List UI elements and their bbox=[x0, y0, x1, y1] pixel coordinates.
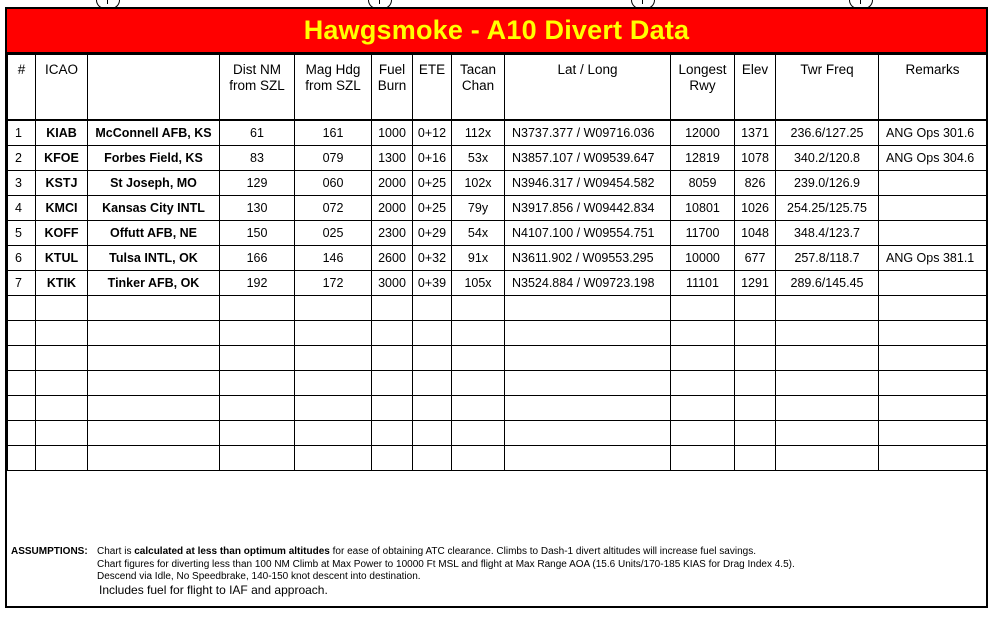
table-row bbox=[8, 246, 987, 271]
table-cell bbox=[8, 346, 36, 371]
table-cell bbox=[735, 421, 776, 446]
table-cell: 2 bbox=[8, 146, 36, 171]
column-header: Longest Rwy bbox=[671, 55, 735, 121]
table-cell: 146 bbox=[295, 246, 372, 271]
table-cell: 257.8/118.7 bbox=[776, 246, 879, 271]
table-row bbox=[8, 296, 987, 321]
table-cell bbox=[36, 346, 88, 371]
table-cell: 150 bbox=[220, 221, 295, 246]
assumption-line-2: Chart figures for diverting less than 100 NM Climb at Max Power to 10000 Ft MSL and flight at Max Range AOA (15.6 Units/170-185 KIAS for Drag Index 4.5). bbox=[97, 558, 795, 570]
table-cell bbox=[671, 346, 735, 371]
table-cell bbox=[372, 446, 413, 471]
table-row bbox=[8, 446, 987, 471]
table-cell: KTUL bbox=[36, 246, 88, 271]
column-header: Mag Hdg from SZL bbox=[295, 55, 372, 121]
column-header: Dist NM from SZL bbox=[220, 55, 295, 121]
table-cell: 11101 bbox=[671, 271, 735, 296]
table-cell: 677 bbox=[735, 246, 776, 271]
table-cell bbox=[879, 321, 987, 346]
table-cell: 12819 bbox=[671, 146, 735, 171]
table-cell bbox=[776, 346, 879, 371]
table-row bbox=[8, 196, 987, 221]
table-cell bbox=[220, 346, 295, 371]
table-cell bbox=[8, 446, 36, 471]
table-cell: 53x bbox=[452, 146, 505, 171]
table-cell: 0+16 bbox=[413, 146, 452, 171]
table-cell: Kansas City INTL bbox=[88, 196, 220, 221]
table-cell: KSTJ bbox=[36, 171, 88, 196]
table-cell bbox=[505, 321, 671, 346]
table-cell bbox=[88, 396, 220, 421]
table-row bbox=[8, 271, 987, 296]
table-row bbox=[8, 146, 987, 171]
table-cell bbox=[879, 346, 987, 371]
table-cell: 112x bbox=[452, 120, 505, 146]
table-cell bbox=[452, 446, 505, 471]
table-row bbox=[8, 346, 987, 371]
page-title: Hawgsmoke - A10 Divert Data bbox=[303, 15, 690, 45]
table-cell bbox=[671, 421, 735, 446]
table-row bbox=[8, 171, 987, 196]
table-cell bbox=[879, 446, 987, 471]
table-cell: 130 bbox=[220, 196, 295, 221]
table-cell: N3946.317 / W09454.582 bbox=[505, 171, 671, 196]
table-cell bbox=[452, 346, 505, 371]
table-cell bbox=[88, 446, 220, 471]
table-cell bbox=[413, 421, 452, 446]
table-cell: 1300 bbox=[372, 146, 413, 171]
table-cell: 0+32 bbox=[413, 246, 452, 271]
table-cell bbox=[879, 171, 987, 196]
table-cell bbox=[220, 396, 295, 421]
table-cell bbox=[372, 321, 413, 346]
table-cell: 2300 bbox=[372, 221, 413, 246]
table-cell: Offutt AFB, NE bbox=[88, 221, 220, 246]
table-cell: 8059 bbox=[671, 171, 735, 196]
table-cell bbox=[879, 296, 987, 321]
table-cell bbox=[879, 371, 987, 396]
table-cell bbox=[413, 446, 452, 471]
table-cell bbox=[879, 196, 987, 221]
table-cell: 079 bbox=[295, 146, 372, 171]
table-cell: 0+29 bbox=[413, 221, 452, 246]
column-header: Lat / Long bbox=[505, 55, 671, 121]
table-cell: 348.4/123.7 bbox=[776, 221, 879, 246]
table-cell bbox=[505, 296, 671, 321]
table-cell bbox=[8, 396, 36, 421]
table-cell bbox=[735, 446, 776, 471]
table-cell: 0+12 bbox=[413, 120, 452, 146]
table-cell: 10801 bbox=[671, 196, 735, 221]
table-cell: 3 bbox=[8, 171, 36, 196]
table-cell: 83 bbox=[220, 146, 295, 171]
table-cell bbox=[88, 296, 220, 321]
table-cell bbox=[776, 296, 879, 321]
table-cell: McConnell AFB, KS bbox=[88, 120, 220, 146]
table-cell: 61 bbox=[220, 120, 295, 146]
table-cell: 1048 bbox=[735, 221, 776, 246]
table-cell bbox=[452, 371, 505, 396]
table-cell bbox=[671, 446, 735, 471]
table-cell bbox=[776, 421, 879, 446]
table-cell bbox=[88, 346, 220, 371]
table-row bbox=[8, 371, 987, 396]
table-cell bbox=[879, 221, 987, 246]
table-cell bbox=[372, 371, 413, 396]
table-cell: ANG Ops 301.6 bbox=[879, 120, 987, 146]
table-cell bbox=[413, 371, 452, 396]
table-cell: 060 bbox=[295, 171, 372, 196]
assumption-line-1: Chart is calculated at less than optimum altitudes for ease of obtaining ATC clearance. Climbs to Dash-1 divert altitudes will increase fuel savings. bbox=[97, 546, 756, 557]
table-cell: 10000 bbox=[671, 246, 735, 271]
table-cell: ANG Ops 381.1 bbox=[879, 246, 987, 271]
table-cell bbox=[776, 321, 879, 346]
table-cell bbox=[295, 346, 372, 371]
table-cell: 1 bbox=[8, 120, 36, 146]
table-cell: Tinker AFB, OK bbox=[88, 271, 220, 296]
table-cell bbox=[36, 396, 88, 421]
table-cell: 1371 bbox=[735, 120, 776, 146]
table-cell bbox=[735, 346, 776, 371]
table-cell bbox=[8, 296, 36, 321]
table-row bbox=[8, 421, 987, 446]
column-header: Elev bbox=[735, 55, 776, 121]
table-row bbox=[8, 120, 987, 146]
column-header: Fuel Burn bbox=[372, 55, 413, 121]
divert-table bbox=[7, 54, 987, 471]
table-cell bbox=[776, 396, 879, 421]
table-cell: 6 bbox=[8, 246, 36, 271]
table-row bbox=[8, 396, 987, 421]
assumption-line-3: Descend via Idle, No Speedbrake, 140-150 knot descent into destination. bbox=[97, 571, 421, 583]
column-header: Twr Freq bbox=[776, 55, 879, 121]
table-cell: 172 bbox=[295, 271, 372, 296]
table-header-row bbox=[8, 55, 987, 121]
table-cell bbox=[220, 371, 295, 396]
table-cell: 12000 bbox=[671, 120, 735, 146]
table-cell: KMCI bbox=[36, 196, 88, 221]
table-cell bbox=[776, 371, 879, 396]
table-cell bbox=[735, 296, 776, 321]
table-cell bbox=[413, 321, 452, 346]
table-cell bbox=[505, 446, 671, 471]
table-row bbox=[8, 321, 987, 346]
table-cell bbox=[413, 396, 452, 421]
table-cell: KIAB bbox=[36, 120, 88, 146]
table-cell: 254.25/125.75 bbox=[776, 196, 879, 221]
column-header: # bbox=[8, 55, 36, 121]
table-cell bbox=[879, 271, 987, 296]
table-cell bbox=[505, 421, 671, 446]
table-row bbox=[8, 221, 987, 246]
table-cell bbox=[295, 321, 372, 346]
table-cell bbox=[879, 421, 987, 446]
table-cell: 3000 bbox=[372, 271, 413, 296]
table-cell: 2600 bbox=[372, 246, 413, 271]
table-cell bbox=[220, 296, 295, 321]
table-cell: 072 bbox=[295, 196, 372, 221]
title-bar bbox=[7, 9, 986, 54]
table-cell: 4 bbox=[8, 196, 36, 221]
table-cell bbox=[735, 321, 776, 346]
table-cell: N3917.856 / W09442.834 bbox=[505, 196, 671, 221]
table-cell bbox=[735, 371, 776, 396]
table-cell: 1026 bbox=[735, 196, 776, 221]
table-cell: 102x bbox=[452, 171, 505, 196]
table-cell bbox=[88, 371, 220, 396]
table-cell bbox=[220, 321, 295, 346]
table-cell: N3524.884 / W09723.198 bbox=[505, 271, 671, 296]
table-cell: 2000 bbox=[372, 196, 413, 221]
table-cell: N4107.100 / W09554.751 bbox=[505, 221, 671, 246]
table-cell: 91x bbox=[452, 246, 505, 271]
table-cell bbox=[505, 396, 671, 421]
table-cell bbox=[295, 371, 372, 396]
table-cell: ANG Ops 304.6 bbox=[879, 146, 987, 171]
table-cell bbox=[36, 446, 88, 471]
table-cell: 0+39 bbox=[413, 271, 452, 296]
column-header: Tacan Chan bbox=[452, 55, 505, 121]
table-cell: 236.6/127.25 bbox=[776, 120, 879, 146]
table-cell: 7 bbox=[8, 271, 36, 296]
table-cell: 129 bbox=[220, 171, 295, 196]
table-cell bbox=[776, 446, 879, 471]
table-cell: N3611.902 / W09553.295 bbox=[505, 246, 671, 271]
table-cell bbox=[88, 321, 220, 346]
column-header: ICAO bbox=[36, 55, 88, 121]
table-cell: 5 bbox=[8, 221, 36, 246]
table-cell: 54x bbox=[452, 221, 505, 246]
table-cell: 79y bbox=[452, 196, 505, 221]
table-cell bbox=[36, 371, 88, 396]
table-body bbox=[8, 120, 987, 471]
column-header: ETE bbox=[413, 55, 452, 121]
table-cell: 105x bbox=[452, 271, 505, 296]
table-cell: 289.6/145.45 bbox=[776, 271, 879, 296]
table-cell bbox=[505, 346, 671, 371]
table-cell: St Joseph, MO bbox=[88, 171, 220, 196]
table-cell bbox=[36, 421, 88, 446]
table-cell bbox=[295, 296, 372, 321]
table-cell: KTIK bbox=[36, 271, 88, 296]
table-cell: 340.2/120.8 bbox=[776, 146, 879, 171]
table-cell bbox=[671, 396, 735, 421]
table-cell bbox=[372, 346, 413, 371]
table-cell: Tulsa INTL, OK bbox=[88, 246, 220, 271]
table-cell bbox=[452, 421, 505, 446]
table-cell bbox=[295, 396, 372, 421]
table-cell: 826 bbox=[735, 171, 776, 196]
table-cell: 166 bbox=[220, 246, 295, 271]
table-cell: 1291 bbox=[735, 271, 776, 296]
table-cell: 11700 bbox=[671, 221, 735, 246]
table-cell bbox=[735, 396, 776, 421]
table-cell bbox=[372, 296, 413, 321]
table-cell bbox=[88, 421, 220, 446]
table-cell: KOFF bbox=[36, 221, 88, 246]
column-header: Remarks bbox=[879, 55, 987, 121]
table-cell bbox=[452, 396, 505, 421]
table-cell bbox=[671, 321, 735, 346]
fuel-note: Includes fuel for flight to IAF and approach. bbox=[99, 583, 328, 597]
column-header bbox=[88, 55, 220, 121]
table-cell bbox=[295, 446, 372, 471]
table-cell bbox=[8, 321, 36, 346]
table-cell bbox=[413, 296, 452, 321]
table-cell bbox=[36, 296, 88, 321]
table-cell: 192 bbox=[220, 271, 295, 296]
table-cell bbox=[295, 421, 372, 446]
table-cell bbox=[8, 371, 36, 396]
table-cell: 1078 bbox=[735, 146, 776, 171]
table-cell: 025 bbox=[295, 221, 372, 246]
table-cell bbox=[413, 346, 452, 371]
table-cell bbox=[452, 296, 505, 321]
table-cell bbox=[671, 371, 735, 396]
table-cell bbox=[8, 421, 36, 446]
table-cell: N3857.107 / W09539.647 bbox=[505, 146, 671, 171]
table-cell bbox=[505, 371, 671, 396]
table-cell: 1000 bbox=[372, 120, 413, 146]
assumptions-label: ASSUMPTIONS: bbox=[11, 546, 88, 557]
table-cell bbox=[372, 396, 413, 421]
table-cell: 0+25 bbox=[413, 196, 452, 221]
table-cell bbox=[36, 321, 88, 346]
table-cell: 161 bbox=[295, 120, 372, 146]
table-cell: 239.0/126.9 bbox=[776, 171, 879, 196]
table-cell: N3737.377 / W09716.036 bbox=[505, 120, 671, 146]
table-cell bbox=[220, 421, 295, 446]
divert-data-sheet bbox=[5, 7, 988, 608]
table-cell: 2000 bbox=[372, 171, 413, 196]
table-cell: 0+25 bbox=[413, 171, 452, 196]
table-cell bbox=[452, 321, 505, 346]
table-cell bbox=[879, 396, 987, 421]
table-cell bbox=[671, 296, 735, 321]
table-cell bbox=[372, 421, 413, 446]
table-cell bbox=[220, 446, 295, 471]
table-cell: Forbes Field, KS bbox=[88, 146, 220, 171]
table-cell: KFOE bbox=[36, 146, 88, 171]
